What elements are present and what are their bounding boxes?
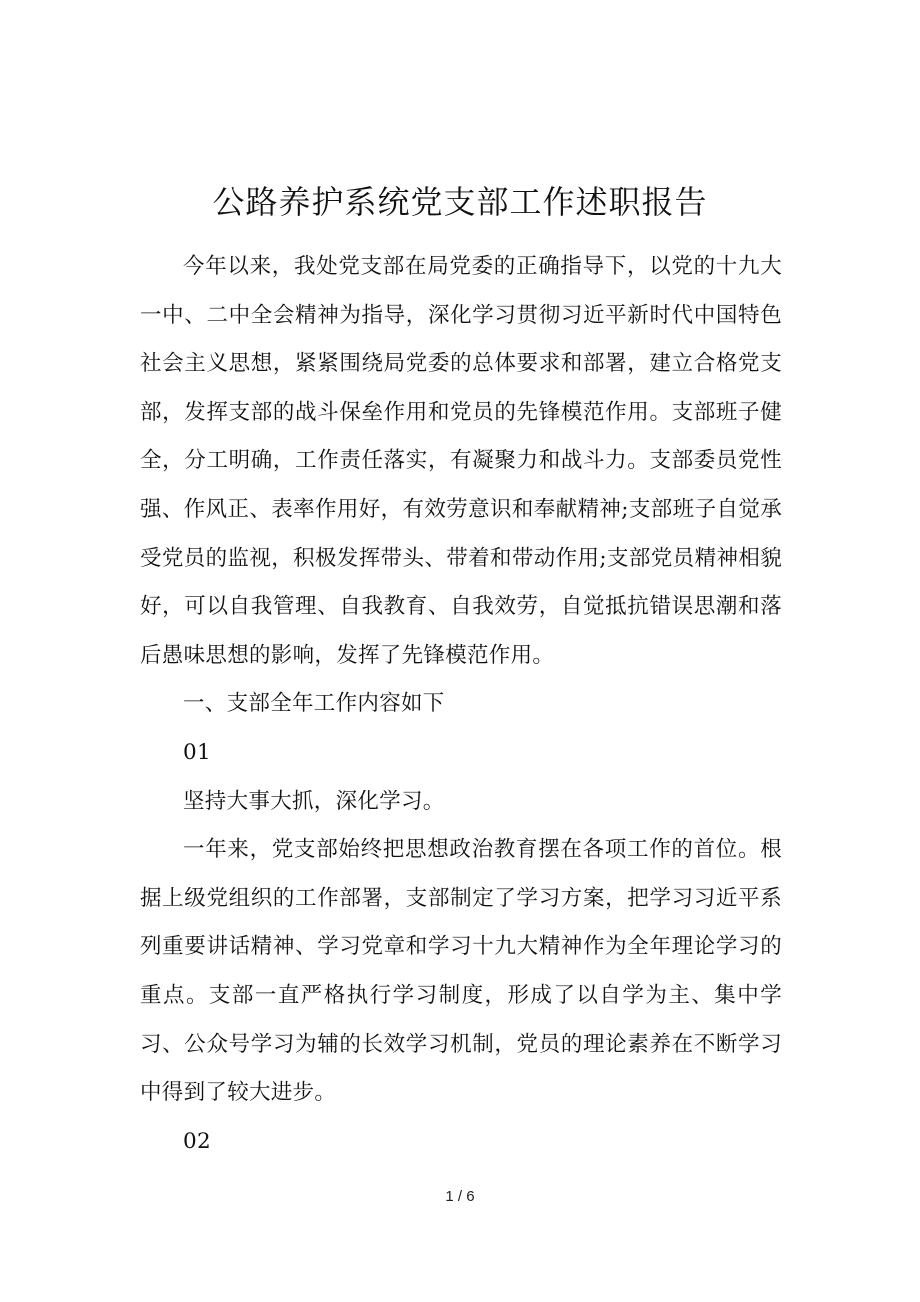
item-heading: 坚持大事大抓，深化学习。 (183, 788, 445, 814)
study-paragraph: 一年来，党支部始终把思想政治教育摆在各项工作的首位。根据上级党组织的工作部署，支部制定了学习方案，把学习习近平系列重要讲话精神、学习党章和学习十九大精神作为全年理论学习的重点。支部一直严格执行学习制度，形成了以自学为主、集中学习、公众号学习为辅的长效学习机制，党员的理论素养在不断学习中得到了较大进步。 (140, 837, 782, 1106)
item-number: 01 (183, 739, 211, 765)
item-number: 02 (183, 1128, 211, 1154)
intro-paragraph: 今年以来，我处党支部在局党委的正确指导下，以党的十九大一中、二中全会精神为指导，深化学习贯彻习近平新时代中国特色社会主义思想，紧紧围绕局党委的总体要求和部署，建立合格党支部，发挥支部的战斗保垒作用和党员的先锋模范作用。支部班子健全，分工明确，工作责任落实，有凝聚力和战斗力。支部委员党性强、作风正、表率作用好，有效劳意识和奉献精神;支部班子自觉承受党员的监视，积极发挥带头、带着和带动作用;支部党员精神相貌好，可以自我管理、自我教育、自我效劳，自觉抵抗错误思潮和落后愚味思想的影响，发挥了先锋模范作用。 (140, 254, 782, 668)
document-title: 公路养护系统党支部工作述职报告 (212, 183, 708, 221)
page-indicator: 1 / 6 (445, 1188, 475, 1205)
document-body (140, 243, 782, 1166)
section-heading: 一、支部全年工作内容如下 (183, 691, 445, 717)
